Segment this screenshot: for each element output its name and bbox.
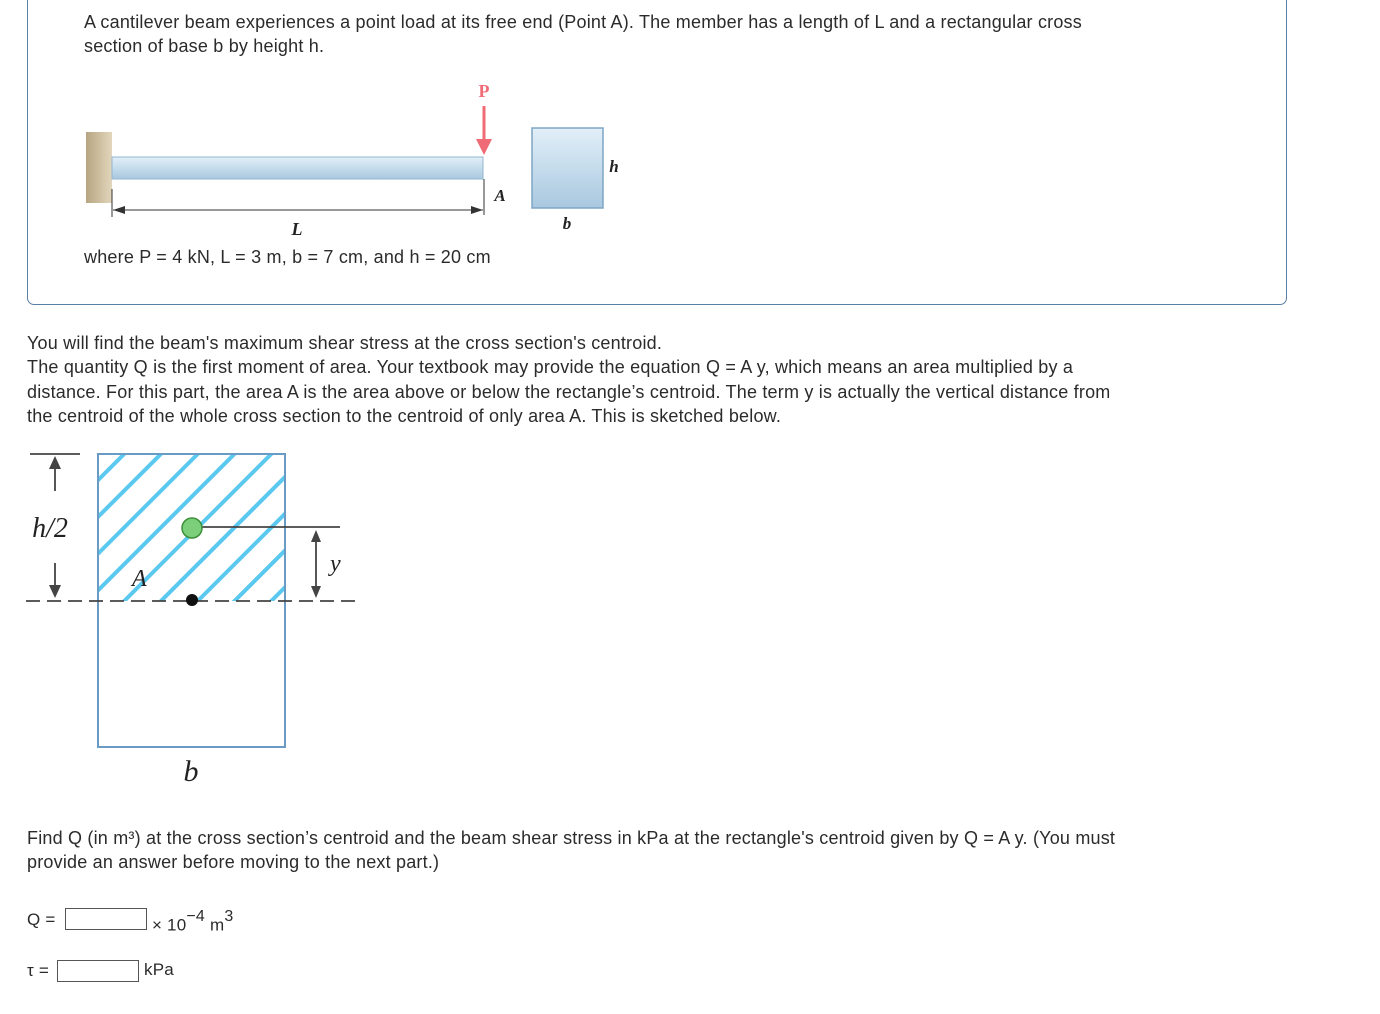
q-answer-input[interactable] [65,908,147,930]
fixed-support-wall [86,132,112,203]
load-label-p: P [478,81,490,101]
q-unit-base-exponent: 3 [224,908,234,925]
tau-label: τ = [27,961,49,980]
explanation-line-1: You will find the beam's maximum shear stress at the cross section's centroid. [27,333,663,353]
distance-y-label: y [330,551,341,577]
question-line-2: provide an answer before moving to the next part.) [27,852,440,872]
length-dim-right-arrow [471,206,483,214]
length-dim-left-arrow [113,206,125,214]
explanation-line-2: The quantity Q is the first moment of area. Your textbook may provide the equation Q = A y, which means an area multiplied by a [27,357,1074,377]
q-label: Q = [27,910,56,929]
base-label-b: b [562,214,572,233]
q-unit-base: m [209,915,225,935]
length-label-l: L [291,219,303,239]
height-label-h: h [609,157,619,176]
half-height-arrowhead-down [49,585,61,598]
cross-section-small [532,128,603,208]
q-unit [152,908,233,938]
q-unit-prefix: × 10 [152,915,187,935]
cantilever-beam-figure [80,75,640,245]
question-line-1: Find Q (in m³) at the cross section’s centroid and the beam shear stress in kPa at the rectangle's centroid given by Q = A y. (You must [27,828,1116,848]
tau-answer-input[interactable] [57,960,139,982]
q-unit-exponent: −4 [186,908,206,925]
explanation-line-4: the centroid of the whole cross section to the centroid of only area A. This is sketched below. [27,406,782,426]
tau-unit: kPa [144,960,174,979]
area-a-label: A [132,566,147,592]
given-values-line: where P = 4 kN, L = 3 m, b = 7 cm, and h = 20 cm [84,247,491,267]
point-a-label: A [494,186,506,205]
explanation-line-3: distance. For this part, the area A is the area above or below the rectangle’s centroid. The term y is actually the vertical distance from [27,382,1111,402]
distance-y-arrowhead-down [311,586,321,598]
distance-y-arrowhead-up [311,530,321,542]
section-base-label: b [183,755,199,788]
cross-section-sketch [20,445,380,795]
intro-line-2: section of base b by height h. [84,36,325,56]
beam-body [112,157,483,179]
half-height-arrowhead-up [49,456,61,469]
section-centroid-marker [186,594,198,606]
area-a-centroid-marker [182,518,202,538]
intro-line-1: A cantilever beam experiences a point load at its free end (Point A). The member has a length of L and a rectangular cross [84,12,1082,32]
half-height-label: h/2 [32,513,68,544]
load-arrow-head [476,139,492,155]
